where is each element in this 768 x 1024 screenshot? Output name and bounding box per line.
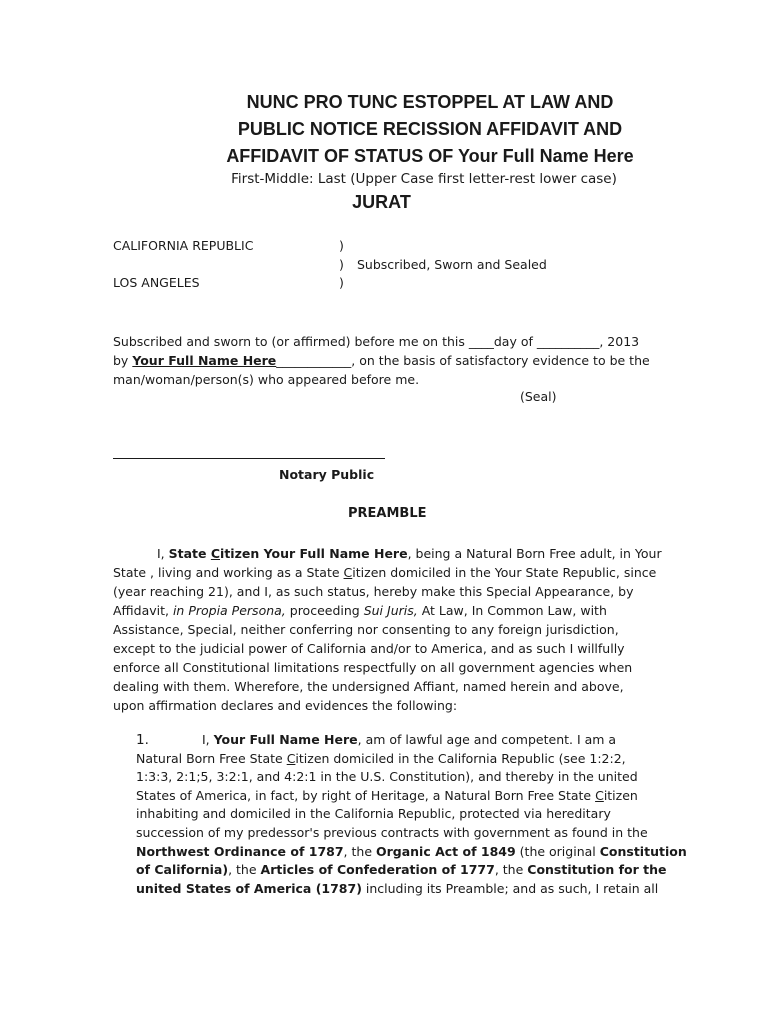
notary-public-label: Notary Public <box>279 467 375 482</box>
preamble-l1-e: , being a Natural Born Free adult, in Your <box>407 546 662 561</box>
preamble-line-5: Assistance, Special, neither conferring nor consenting to any foreign jurisdiction, <box>113 622 619 637</box>
jurat-heading: JURAT <box>352 192 411 212</box>
item1-l8-e: Constitution for the <box>527 862 667 878</box>
preamble-l4-d: Sui Juris, <box>363 603 418 618</box>
item1-line-4 <box>136 787 687 806</box>
item1-line-9 <box>136 880 687 899</box>
item1-l8-d: , the <box>494 862 528 878</box>
preamble-line-8: dealing with them. Wherefore, the undersigned Affiant, named herein and above, <box>113 679 624 694</box>
item1-l8-b: , the <box>228 862 261 878</box>
preamble-heading: PREAMBLE <box>348 506 427 521</box>
preamble-l4-c: proceeding <box>285 603 364 618</box>
item1-l7-d: (the original <box>515 843 600 859</box>
preamble-l2-a: State , living and working as a State <box>113 565 344 580</box>
preamble-line-6: except to the judicial power of California and/or to America, and as such I willfully <box>113 641 625 656</box>
item1-l4-b: C <box>595 787 604 803</box>
item1-line-3: 1:3:3, 2:1;5, 3:2:1, and 4:2:1 in the U.S. Constitution), and thereby in the united <box>136 769 638 785</box>
venue-county: LOS ANGELES <box>113 275 200 290</box>
item1-l7-b: , the <box>343 843 376 859</box>
affiant-name-blank: ____________ <box>276 353 352 368</box>
item-number: 1. <box>136 732 149 748</box>
jurat-line-3: man/woman/person(s) who appeared before me. <box>113 372 420 387</box>
item1-l1-c: , am of lawful age and competent. I am a <box>357 732 617 747</box>
numbered-item-1 <box>136 731 687 898</box>
document-title <box>150 89 710 170</box>
item1-l8-c: Articles of Confederation of 1777 <box>260 862 495 878</box>
preamble-line-1 <box>113 544 662 563</box>
item1-l9-b: including its Preamble; and as such, I retain all <box>361 880 659 896</box>
item1-l4-a: States of America, in fact, by right of Heritage, a Natural Born Free State <box>136 787 596 803</box>
item1-l4-c: itizen <box>603 787 638 803</box>
title-subtitle: First-Middle: Last (Upper Case first letter-rest lower case) <box>231 171 617 187</box>
jurat-line-2-rest: , on the basis of satisfactory evidence to be the <box>351 353 650 368</box>
title-line-2: PUBLIC NOTICE RECISSION AFFIDAVIT AND <box>237 119 623 139</box>
item1-line-1 <box>136 731 687 750</box>
preamble-l2-b: C <box>343 565 353 580</box>
preamble-l2-c: itizen domiciled in the Your State Republic, since <box>352 565 657 580</box>
affiant-name-field: Your Full Name Here <box>132 353 277 368</box>
preamble-l4-e: At Law, In Common Law, with <box>417 603 607 618</box>
title-line-1: NUNC PRO TUNC ESTOPPEL AT LAW AND <box>246 92 614 112</box>
item1-l1-b: Your Full Name Here <box>213 732 358 747</box>
item1-l7-a: Northwest Ordinance of 1787 <box>136 843 344 859</box>
preamble-paragraph <box>113 544 662 715</box>
item1-l2-a: Natural Born Free State <box>136 750 287 766</box>
preamble-line-2 <box>113 563 662 582</box>
item1-line-5: inhabiting and domiciled in the California Republic, protected via hereditary <box>136 806 611 822</box>
item1-line-6: succession of my predessor's previous contracts with government as found in the <box>136 824 648 840</box>
venue-caption: Subscribed, Sworn and Sealed <box>357 257 547 272</box>
item1-l2-b: C <box>286 750 296 766</box>
item1-line-8 <box>136 861 687 880</box>
item1-line-7 <box>136 843 687 862</box>
preamble-l1-c: C <box>210 546 221 561</box>
jurat-line-1: Subscribed and sworn to (or affirmed) before me on this ____day of __________, 2013 <box>113 334 640 349</box>
item1-l1-a: I, <box>202 732 214 747</box>
preamble-l1-a: I, <box>157 546 169 561</box>
item1-l9-a: united States of America (1787) <box>136 880 362 896</box>
notary-signature-line <box>113 458 385 459</box>
preamble-line-7: enforce all Constitutional limitations respectfully on all government agencies when <box>113 660 633 675</box>
preamble-line-9: upon affirmation declares and evidences the following: <box>113 698 458 713</box>
preamble-l1-b: State <box>168 546 211 561</box>
venue-paren-1: ) <box>339 238 344 253</box>
item1-l7-c: Organic Act of 1849 <box>375 843 516 859</box>
item1-l8-a: of California) <box>136 862 229 878</box>
title-line-3: AFFIDAVIT OF STATUS OF Your Full Name Here <box>226 146 634 166</box>
venue-paren-2: ) <box>339 257 344 272</box>
preamble-line-4 <box>113 601 662 620</box>
seal-label: (Seal) <box>520 389 557 404</box>
preamble-line-3: (year reaching 21), and I, as such status, hereby make this Special Appearance, by <box>113 584 634 599</box>
preamble-l1-d: itizen Your Full Name Here <box>220 546 408 561</box>
jurat-line-2 <box>113 351 650 370</box>
jurat-by: by <box>113 353 133 368</box>
preamble-l4-a: Affidavit, <box>113 603 173 618</box>
preamble-l4-b: in Propia Persona, <box>172 603 286 618</box>
item1-l7-e: Constitution <box>599 843 687 859</box>
venue-state: CALIFORNIA REPUBLIC <box>113 238 254 253</box>
item1-l2-c: itizen domiciled in the California Republic (see 1:2:2, <box>295 750 626 766</box>
venue-paren-3: ) <box>339 275 344 290</box>
item1-line-2 <box>136 750 687 769</box>
jurat-statement <box>113 332 650 389</box>
